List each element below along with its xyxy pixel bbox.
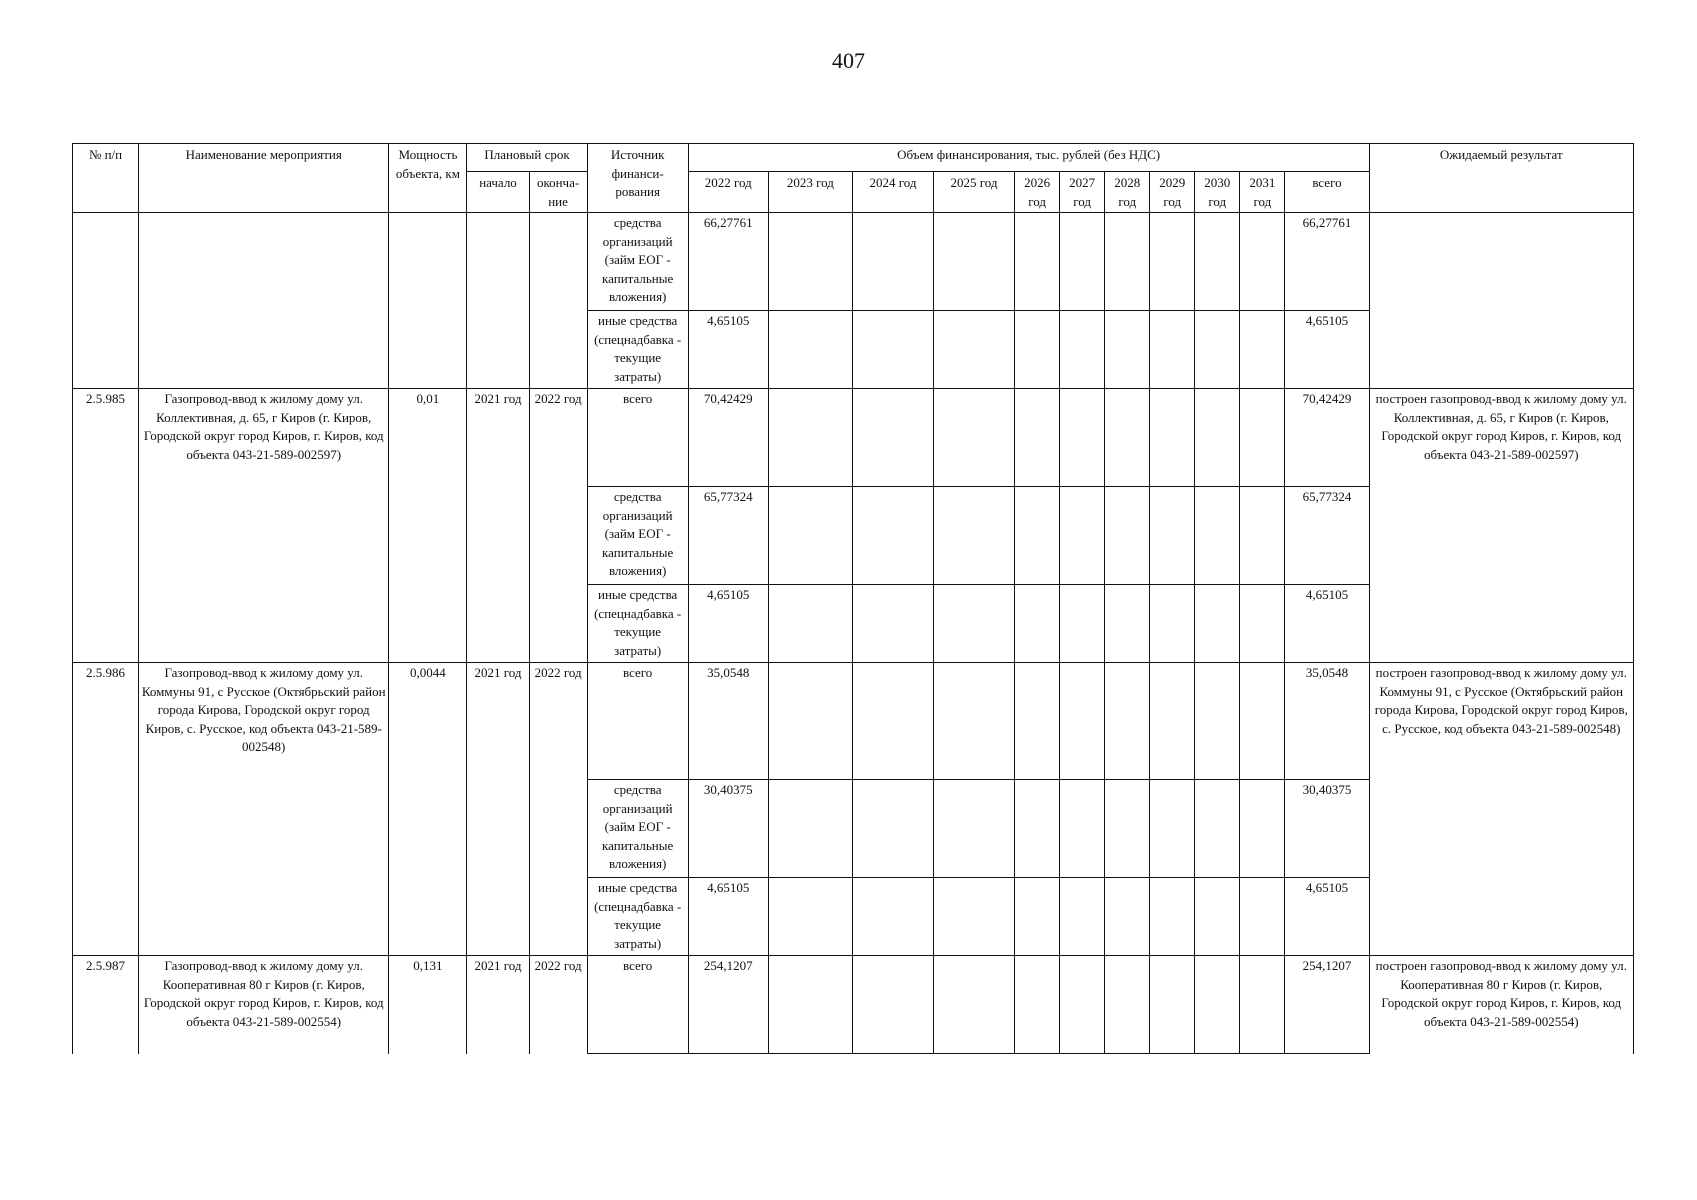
cell-start: 2021 год bbox=[467, 663, 529, 956]
cell-start: 2021 год bbox=[467, 389, 529, 663]
table-header bbox=[73, 144, 1634, 213]
cell-result bbox=[1369, 213, 1633, 389]
cell-source: иные средства (спецнадбавка - текущие затраты) bbox=[587, 585, 688, 663]
header-year-2024: 2024 год bbox=[852, 172, 933, 213]
table-row bbox=[73, 663, 1634, 780]
empty-cell bbox=[1015, 585, 1060, 663]
empty-cell bbox=[934, 389, 1015, 487]
header-capacity: Мощность объекта, км bbox=[389, 144, 467, 213]
empty-cell bbox=[1105, 389, 1150, 487]
header-start: начало bbox=[467, 172, 529, 213]
empty-cell bbox=[852, 389, 933, 487]
cell-name: Газопровод-ввод к жилому дому ул. Коллективная, д. 65, г Киров (г. Киров, Городской округ город Киров, г. Киров, код объекта 043-21-589-002597) bbox=[139, 389, 389, 663]
cell-2022: 35,0548 bbox=[688, 663, 768, 780]
cell-end bbox=[529, 213, 587, 389]
empty-cell bbox=[934, 956, 1015, 1054]
cell-source: иные средства (спецнадбавка - текущие затраты) bbox=[587, 878, 688, 956]
cell-2022: 4,65105 bbox=[688, 311, 768, 389]
header-year-2022: 2022 год bbox=[688, 172, 768, 213]
empty-cell bbox=[1060, 878, 1105, 956]
empty-cell bbox=[1150, 213, 1195, 311]
empty-cell bbox=[1195, 585, 1240, 663]
empty-cell bbox=[1105, 956, 1150, 1054]
cell-total: 70,42429 bbox=[1285, 389, 1369, 487]
cell-total: 254,1207 bbox=[1285, 956, 1369, 1054]
empty-cell bbox=[852, 487, 933, 585]
empty-cell bbox=[1150, 389, 1195, 487]
header-result: Ожидаемый результат bbox=[1369, 144, 1633, 213]
empty-cell bbox=[1060, 585, 1105, 663]
empty-cell bbox=[1015, 878, 1060, 956]
header-year-2027: 2027 год bbox=[1060, 172, 1105, 213]
cell-source: всего bbox=[587, 956, 688, 1054]
empty-cell bbox=[1195, 956, 1240, 1054]
cell-capacity: 0,01 bbox=[389, 389, 467, 663]
cell-capacity: 0,0044 bbox=[389, 663, 467, 956]
cell-total: 30,40375 bbox=[1285, 780, 1369, 878]
header-year-2026: 2026 год bbox=[1015, 172, 1060, 213]
empty-cell bbox=[1015, 780, 1060, 878]
empty-cell bbox=[852, 956, 933, 1054]
empty-cell bbox=[1015, 311, 1060, 389]
empty-cell bbox=[1105, 311, 1150, 389]
cell-result: построен газопровод-ввод к жилому дому ул. Коллективная, д. 65, г Киров (г. Киров, Городской округ город Киров, г. Киров, код объекта 043-21-589-002597) bbox=[1369, 389, 1633, 663]
header-year-2023: 2023 год bbox=[768, 172, 852, 213]
empty-cell bbox=[1150, 878, 1195, 956]
empty-cell bbox=[768, 585, 852, 663]
empty-cell bbox=[934, 487, 1015, 585]
empty-cell bbox=[1240, 389, 1285, 487]
empty-cell bbox=[1240, 213, 1285, 311]
empty-cell bbox=[1195, 663, 1240, 780]
empty-cell bbox=[1015, 213, 1060, 311]
header-year-2031: 2031 год bbox=[1240, 172, 1285, 213]
empty-cell bbox=[1105, 213, 1150, 311]
empty-cell bbox=[1240, 487, 1285, 585]
cell-no bbox=[73, 213, 139, 389]
empty-cell bbox=[1015, 956, 1060, 1054]
empty-cell bbox=[1060, 663, 1105, 780]
cell-2022: 66,27761 bbox=[688, 213, 768, 311]
cell-start bbox=[467, 213, 529, 389]
header-source: Источник финанси- рования bbox=[587, 144, 688, 213]
financing-table bbox=[72, 143, 1634, 1054]
empty-cell bbox=[852, 311, 933, 389]
cell-source: всего bbox=[587, 389, 688, 487]
empty-cell bbox=[852, 663, 933, 780]
empty-cell bbox=[1105, 585, 1150, 663]
cell-total: 4,65105 bbox=[1285, 311, 1369, 389]
empty-cell bbox=[1105, 780, 1150, 878]
empty-cell bbox=[768, 487, 852, 585]
cell-2022: 30,40375 bbox=[688, 780, 768, 878]
empty-cell bbox=[1150, 780, 1195, 878]
empty-cell bbox=[1060, 213, 1105, 311]
cell-no: 2.5.985 bbox=[73, 389, 139, 663]
empty-cell bbox=[1240, 311, 1285, 389]
table-row bbox=[73, 389, 1634, 487]
header-no: № п/п bbox=[73, 144, 139, 213]
header-year-2025: 2025 год bbox=[934, 172, 1015, 213]
header-name: Наименование мероприятия bbox=[139, 144, 389, 213]
cell-total: 66,27761 bbox=[1285, 213, 1369, 311]
empty-cell bbox=[852, 878, 933, 956]
empty-cell bbox=[1240, 585, 1285, 663]
empty-cell bbox=[1060, 780, 1105, 878]
cell-source: всего bbox=[587, 663, 688, 780]
cell-end: 2022 год bbox=[529, 956, 587, 1054]
empty-cell bbox=[934, 585, 1015, 663]
empty-cell bbox=[1240, 878, 1285, 956]
page-number: 407 bbox=[832, 48, 865, 73]
empty-cell bbox=[768, 878, 852, 956]
cell-name: Газопровод-ввод к жилому дому ул. Коммуны 91, с Русское (Октябрьский район города Кирова, Городской округ город Киров, с. Русское, код объекта 043-21-589-002548) bbox=[139, 663, 389, 956]
header-year-2030: 2030 год bbox=[1195, 172, 1240, 213]
empty-cell bbox=[852, 585, 933, 663]
cell-end: 2022 год bbox=[529, 389, 587, 663]
empty-cell bbox=[1195, 878, 1240, 956]
empty-cell bbox=[1240, 663, 1285, 780]
empty-cell bbox=[1195, 213, 1240, 311]
cell-2022: 65,77324 bbox=[688, 487, 768, 585]
cell-2022: 4,65105 bbox=[688, 878, 768, 956]
cell-source: средства организаций (займ ЕОГ - капитальные вложения) bbox=[587, 213, 688, 311]
header-planned-term: Плановый срок bbox=[467, 144, 587, 172]
empty-cell bbox=[1150, 585, 1195, 663]
header-funding-volume: Объем финансирования, тыс. рублей (без НДС) bbox=[688, 144, 1369, 172]
empty-cell bbox=[934, 780, 1015, 878]
cell-no: 2.5.986 bbox=[73, 663, 139, 956]
empty-cell bbox=[768, 213, 852, 311]
cell-start: 2021 год bbox=[467, 956, 529, 1054]
empty-cell bbox=[852, 780, 933, 878]
empty-cell bbox=[1105, 878, 1150, 956]
cell-total: 4,65105 bbox=[1285, 878, 1369, 956]
empty-cell bbox=[1240, 956, 1285, 1054]
empty-cell bbox=[768, 780, 852, 878]
cell-name bbox=[139, 213, 389, 389]
cell-2022: 70,42429 bbox=[688, 389, 768, 487]
empty-cell bbox=[1060, 956, 1105, 1054]
empty-cell bbox=[1240, 780, 1285, 878]
cell-source: средства организаций (займ ЕОГ - капитальные вложения) bbox=[587, 487, 688, 585]
empty-cell bbox=[1015, 663, 1060, 780]
empty-cell bbox=[768, 663, 852, 780]
cell-name: Газопровод-ввод к жилому дому ул. Кооперативная 80 г Киров (г. Киров, Городской округ город Киров, г. Киров, код объекта 043-21-589-002554) bbox=[139, 956, 389, 1054]
empty-cell bbox=[1150, 311, 1195, 389]
cell-total: 65,77324 bbox=[1285, 487, 1369, 585]
empty-cell bbox=[852, 213, 933, 311]
cell-2022: 254,1207 bbox=[688, 956, 768, 1054]
empty-cell bbox=[934, 311, 1015, 389]
empty-cell bbox=[768, 956, 852, 1054]
cell-source: средства организаций (займ ЕОГ - капитальные вложения) bbox=[587, 780, 688, 878]
cell-end: 2022 год bbox=[529, 663, 587, 956]
cell-total: 35,0548 bbox=[1285, 663, 1369, 780]
empty-cell bbox=[1150, 956, 1195, 1054]
header-year-2029: 2029 год bbox=[1150, 172, 1195, 213]
empty-cell bbox=[1060, 389, 1105, 487]
cell-capacity: 0,131 bbox=[389, 956, 467, 1054]
empty-cell bbox=[1060, 487, 1105, 585]
empty-cell bbox=[1060, 311, 1105, 389]
table-row bbox=[73, 956, 1634, 1054]
cell-no: 2.5.987 bbox=[73, 956, 139, 1054]
empty-cell bbox=[1105, 487, 1150, 585]
cell-total: 4,65105 bbox=[1285, 585, 1369, 663]
empty-cell bbox=[1015, 389, 1060, 487]
header-total: всего bbox=[1285, 172, 1369, 213]
empty-cell bbox=[934, 878, 1015, 956]
cell-source: иные средства (спецнадбавка - текущие затраты) bbox=[587, 311, 688, 389]
table-row bbox=[73, 213, 1634, 311]
empty-cell bbox=[934, 213, 1015, 311]
empty-cell bbox=[1195, 780, 1240, 878]
empty-cell bbox=[1195, 487, 1240, 585]
empty-cell bbox=[768, 389, 852, 487]
empty-cell bbox=[1150, 487, 1195, 585]
cell-result: построен газопровод-ввод к жилому дому ул. Кооперативная 80 г Киров (г. Киров, Городской округ город Киров, г. Киров, код объекта 043-21-589-002554) bbox=[1369, 956, 1633, 1054]
empty-cell bbox=[1105, 663, 1150, 780]
cell-2022: 4,65105 bbox=[688, 585, 768, 663]
empty-cell bbox=[934, 663, 1015, 780]
empty-cell bbox=[1150, 663, 1195, 780]
header-year-2028: 2028 год bbox=[1105, 172, 1150, 213]
empty-cell bbox=[1195, 311, 1240, 389]
header-end: оконча- ние bbox=[529, 172, 587, 213]
empty-cell bbox=[1195, 389, 1240, 487]
cell-result: построен газопровод-ввод к жилому дому ул. Коммуны 91, с Русское (Октябрьский район города Кирова, Городской округ город Киров, с. Русское, код объекта 043-21-589-002548) bbox=[1369, 663, 1633, 956]
empty-cell bbox=[768, 311, 852, 389]
cell-capacity bbox=[389, 213, 467, 389]
empty-cell bbox=[1015, 487, 1060, 585]
